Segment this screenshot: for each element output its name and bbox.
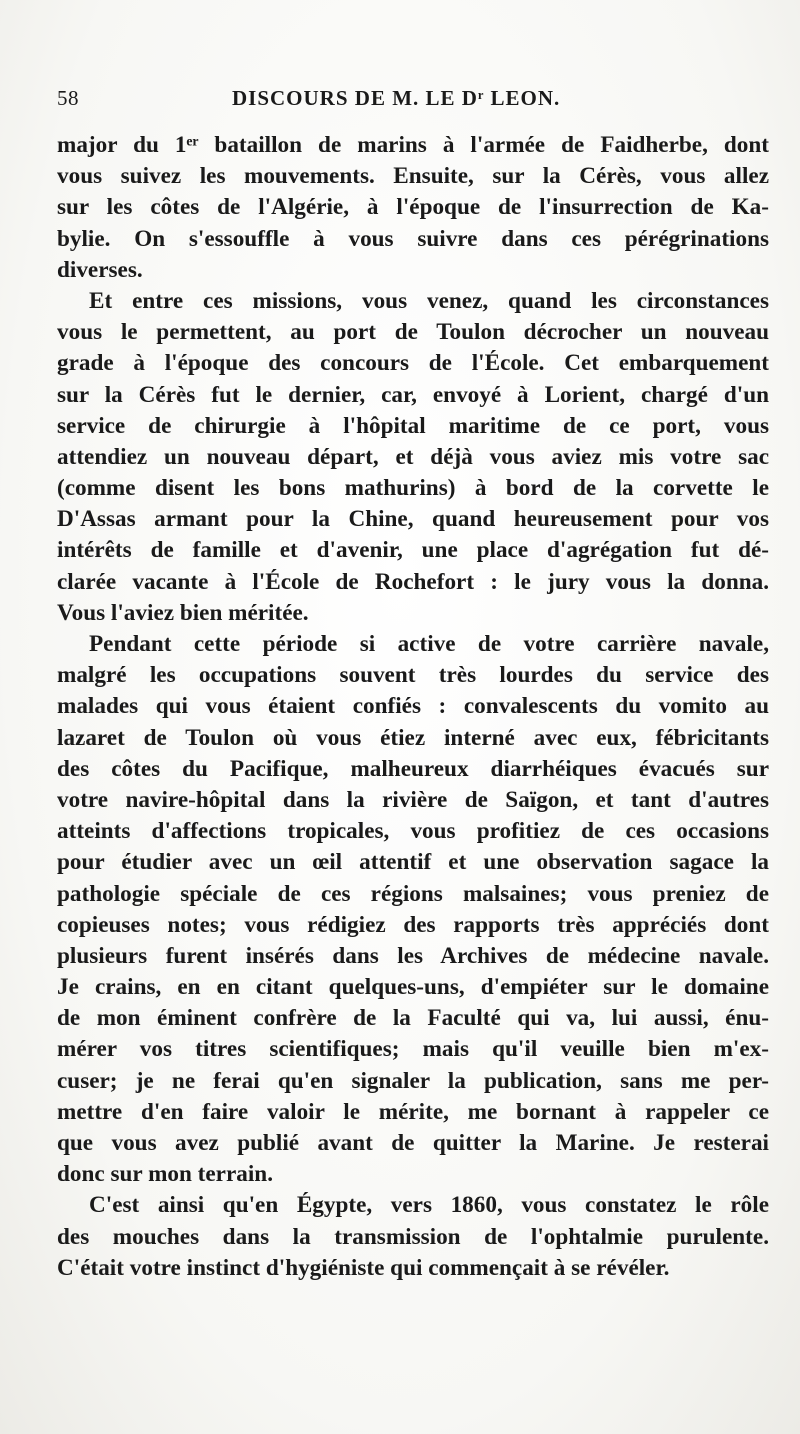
text-line: C'était votre instinct d'hygiéniste qui commençait à se révéler. (57, 1254, 670, 1281)
text-line: grade à l'époque des concours de l'École. Cet embarquement (57, 350, 769, 377)
text-line: votre navire-hôpital dans la rivière de Saïgon, et tant d'autres (57, 786, 769, 813)
text-line: malades qui vous étaient confiés : convalescents du vomito au (57, 693, 769, 720)
text-line: mettre d'en faire valoir le mérite, me bornant à rappeler ce (57, 1098, 769, 1125)
text-line: pathologie spéciale de ces régions malsaines; vous preniez de (57, 880, 769, 907)
text-line: que vous avez publié avant de quitter la Marine. Je resterai (57, 1130, 769, 1156)
text-line: clarée vacante à l'École de Rochefort : le jury vous la donna. (57, 568, 769, 595)
text-line: attendiez un nouveau départ, et déjà vous aviez mis votre sac (57, 443, 769, 470)
text-line: donc sur mon terrain. (57, 1161, 273, 1188)
text-line: D'Assas armant pour la Chine, quand heureusement pour vos (57, 506, 769, 533)
text-line: vous suivez les mouvements. Ensuite, sur la Cérès, vous allez (57, 163, 769, 190)
text-line: pour étudier avec un œil attentif et une observation sagace la (57, 849, 769, 876)
text-line: copieuses notes; vous rédigiez des rapports très appréciés dont (57, 911, 769, 938)
body-text (57, 130, 769, 1284)
text-line: sur les côtes de l'Algérie, à l'époque de l'insurrection de Ka- (57, 194, 769, 221)
text-line: vous le permettent, au port de Toulon décrocher un nouveau (57, 319, 769, 346)
text-line: atteints d'affections tropicales, vous profitiez de ces occasions (57, 818, 769, 845)
text-line: plusieurs furent insérés dans les Archives de médecine navale. (57, 942, 769, 969)
text-line: Et entre ces missions, vous venez, quand les circonstances (89, 287, 769, 314)
text-line: service de chirurgie à l'hôpital maritime de ce port, vous (57, 412, 769, 439)
text-line: cuser; je ne ferai qu'en signaler la publication, sans me per- (57, 1067, 769, 1094)
text-line: malgré les occupations souvent très lourdes du service des (57, 662, 769, 689)
text-line: des côtes du Pacifique, malheureux diarrhéiques évacués sur (57, 755, 769, 782)
text-line: mérer vos titres scientifiques; mais qu'il veuille bien m'ex- (57, 1036, 769, 1063)
text-line: lazaret de Toulon où vous étiez interné avec eux, fébricitants (57, 724, 769, 751)
text-line: de mon éminent confrère de la Faculté qui va, lui aussi, énu- (57, 1005, 769, 1032)
text-line: major du 1ᵉʳ bataillon de marins à l'armée de Faidherbe, dont (57, 132, 769, 158)
text-line: intérêts de famille et d'avenir, une place d'agrégation fut dé- (57, 537, 769, 564)
text-line: Pendant cette période si active de votre carrière navale, (89, 631, 769, 657)
running-head (57, 86, 747, 116)
text-line: sur la Cérès fut le dernier, car, envoyé à Lorient, chargé d'un (57, 381, 769, 408)
text-line: des mouches dans la transmission de l'ophtalmie purulente. (57, 1223, 769, 1250)
text-line: Vous l'aviez bien méritée. (57, 599, 309, 626)
text-line: diverses. (57, 256, 143, 283)
text-line: (comme disent les bons mathurins) à bord de la corvette le (57, 475, 769, 502)
running-title: DISCOURS DE M. LE Dʳ LEON. (232, 86, 561, 110)
text-line: Je crains, en en citant quelques-uns, d'empiéter sur le domaine (57, 974, 769, 1001)
page-number: 58 (57, 86, 79, 110)
text-line: C'est ainsi qu'en Égypte, vers 1860, vous constatez le rôle (89, 1192, 769, 1219)
text-line: bylie. On s'essouffle à vous suivre dans ces pérégrinations (57, 225, 769, 252)
